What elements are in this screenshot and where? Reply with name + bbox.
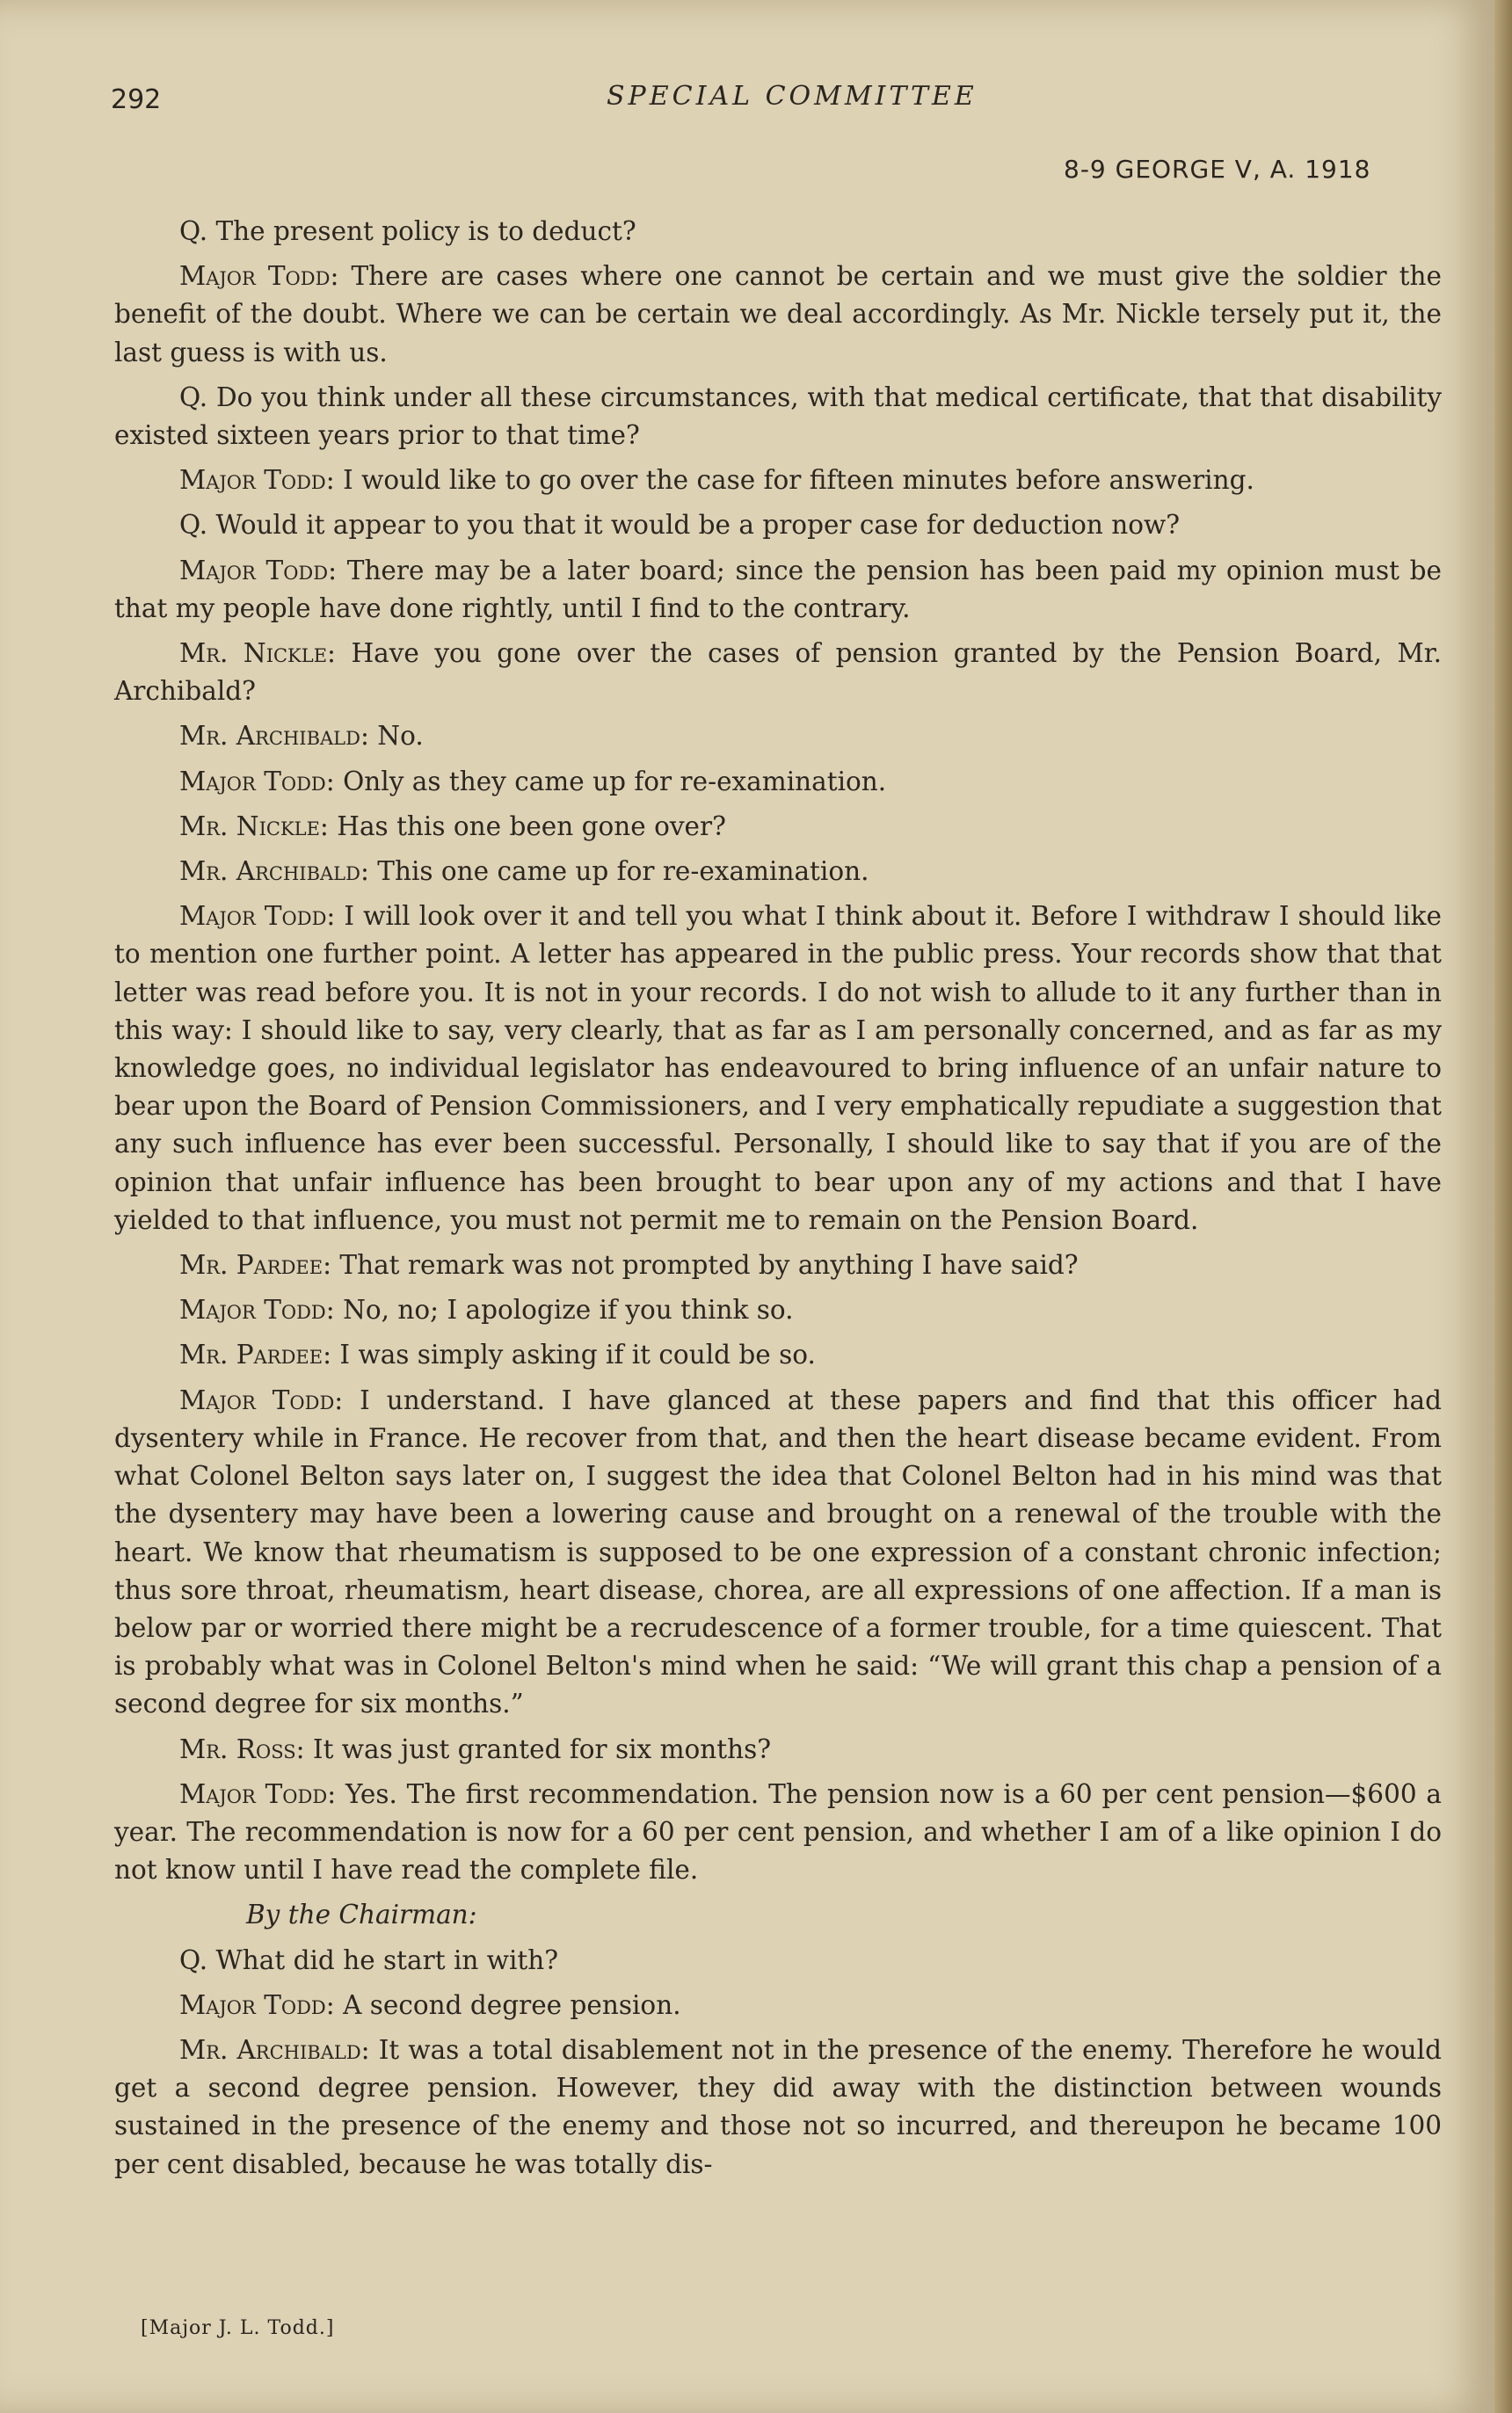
page-number: 292 — [111, 84, 162, 115]
speaker-name: Mr. Archibald: — [179, 2034, 370, 2065]
transcript-paragraph — [114, 506, 1442, 544]
transcript-paragraph — [114, 2031, 1442, 2184]
page-footer: [Major J. L. Todd.] — [141, 2317, 335, 2339]
paragraph-text: Only as they came up for re-examination. — [334, 766, 887, 796]
transcript-paragraph — [114, 763, 1442, 801]
page-header — [0, 0, 1494, 193]
speaker-name: Mr. Pardee: — [179, 1340, 332, 1370]
paragraph-text: Q. The present policy is to deduct? — [179, 216, 636, 246]
paragraph-text: A second degree pension. — [334, 1989, 681, 2020]
speaker-name: Mr. Pardee: — [179, 1250, 332, 1281]
paragraph-text: That remark was not prompted by anything I have said? — [331, 1250, 1079, 1281]
transcript-paragraph — [114, 1776, 1442, 1890]
transcript-paragraph — [114, 1987, 1442, 2024]
transcript-paragraph — [114, 717, 1442, 755]
speaker-name: Major Todd: — [179, 1385, 344, 1415]
page-edge — [1494, 0, 1512, 2413]
transcript-paragraphs — [114, 213, 1442, 1889]
speaker-name: Major Todd: — [179, 766, 335, 796]
speaker-name: Major Todd: — [179, 1778, 337, 1809]
paragraph-text: I understand. I have glanced at these papers and find that this officer had dysentery while in France. He recover from that, and then the heart disease became evident. From what Colonel Belton says later on, I suggest the idea that Colonel Belton had in his mind was that the dysentery may have been a lowering cause and brought on a renewal of the trouble with the heart. We know that rheumatism is supposed to be one expression of a constant chronic infection; thus sore throat, rheumatism, heart disease, chorea, are all expressions of one affection. If a man is below par or worried there might be a recrudescence of a former trouble, for a time quiescent. That is probably what was in Colonel Belton's mind when he said: “We will grant this chap a pension of a second degree for six months.” — [114, 1385, 1443, 1719]
transcript-paragraph — [114, 213, 1442, 251]
speaker-name: Major Todd: — [179, 555, 338, 585]
speaker-name: Major Todd: — [179, 1989, 335, 2020]
paragraph-text: Q. Do you think under all these circumstances, with that medical certificate, that that disability existed sixteen years prior to that time? — [114, 382, 1442, 451]
paragraph-text: Q. What did he start in with? — [179, 1944, 559, 1975]
paragraph-text: No, no; I apologize if you think so. — [334, 1295, 794, 1326]
transcript-paragraph — [114, 462, 1442, 499]
paragraph-text: I will look over it and tell you what I think about it. Before I withdraw I should like to mention one further point. A letter has appeared in the public press. Your records show that that letter was read before you. It is not in your records. I do not wish to allude to it any further than in this way: I should like to say, very clearly, that as far as I am personally concerned, and as far as my knowledge goes, no individual legislator has endeavoured to bring influence of an unfair nature to bear upon the Board of Pension Commissioners, and I very emphatically repudiate a suggestion that any such influence has ever been successful. Personally, I should like to say that if you are of the opinion that unfair influence has been brought to bear upon any of my actions and that I have yielded to that influence, you must not permit me to remain on the Pension Board. — [114, 901, 1442, 1235]
paragraph-text: Have you gone over the cases of pension granted by the Pension Board, Mr. Archibald? — [114, 638, 1442, 707]
paragraph-text: I was simply asking if it could be so. — [331, 1340, 816, 1370]
transcript-body — [114, 213, 1442, 2191]
paragraph-text: This one came up for re-examination. — [368, 856, 869, 887]
transcript-paragraph — [114, 379, 1442, 454]
speaker-name: Major Todd: — [179, 261, 339, 292]
transcript-paragraph — [114, 1382, 1442, 1724]
transcript-paragraph — [114, 1731, 1442, 1769]
paragraph-text: I would like to go over the case for fifteen minutes before answering. — [334, 465, 1254, 496]
paragraph-text: It was just granted for six months? — [304, 1733, 772, 1764]
paragraph-text: It was a total disablement not in the presence of the enemy. Therefore he would get a second degree pension. However, they did away with the distinction between wounds sustained in the presence of the enemy and those not so incurred, and thereupon he became 100 per cent disabled, because he was totally dis- — [114, 2034, 1443, 2179]
transcript-paragraph — [114, 898, 1442, 1239]
paragraph-text: There are cases where one cannot be certain and we must give the soldier the benefit of the doubt. Where we can be certain we deal accordingly. As Mr. Nickle tersely put it, the last guess is with us. — [114, 261, 1442, 367]
transcript-paragraph — [114, 1291, 1442, 1329]
speaker-name: Mr. Archibald: — [179, 721, 369, 752]
paragraph-text: No. — [368, 721, 424, 752]
transcript-paragraph — [114, 635, 1442, 710]
speaker-name: Major Todd: — [179, 465, 335, 496]
paragraph-text: There may be a later board; since the pension has been paid my opinion must be that my people have done rightly, until I find to the contrary. — [114, 555, 1442, 623]
speaker-name: Mr. Nickle: — [179, 810, 329, 841]
speaker-name: Mr. Nickle: — [179, 638, 336, 669]
paragraph-text: Has this one been gone over? — [328, 810, 726, 841]
transcript-paragraph — [114, 258, 1442, 372]
speaker-name: Major Todd: — [179, 901, 336, 932]
speaker-name: Mr. Ross: — [179, 1733, 305, 1764]
paragraph-text: Q. Would it appear to you that it would be a proper case for deduction now? — [179, 510, 1181, 541]
transcript-paragraph — [114, 1246, 1442, 1284]
transcript-paragraph — [114, 552, 1442, 628]
speaker-name: Major Todd: — [179, 1295, 335, 1326]
transcript-paragraphs-continued — [114, 1942, 1442, 2184]
transcript-paragraph — [114, 853, 1442, 890]
transcript-paragraph — [114, 808, 1442, 846]
section-subheading: By the Chairman: — [246, 1900, 477, 1930]
transcript-paragraph — [114, 1336, 1442, 1374]
paragraph-text: Yes. The first recommendation. The pension now is a 60 per cent pension—$600 a year. The recommendation is now for a 60 per cent pension, and whether I am of a like opinion I do not know until I have read the complete file. — [114, 1778, 1442, 1886]
session-label: 8-9 GEORGE V, A. 1918 — [1064, 155, 1371, 184]
transcript-paragraph — [114, 1942, 1442, 1980]
running-head: SPECIAL COMMITTEE — [607, 81, 978, 112]
speaker-name: Mr. Archibald: — [179, 856, 369, 887]
